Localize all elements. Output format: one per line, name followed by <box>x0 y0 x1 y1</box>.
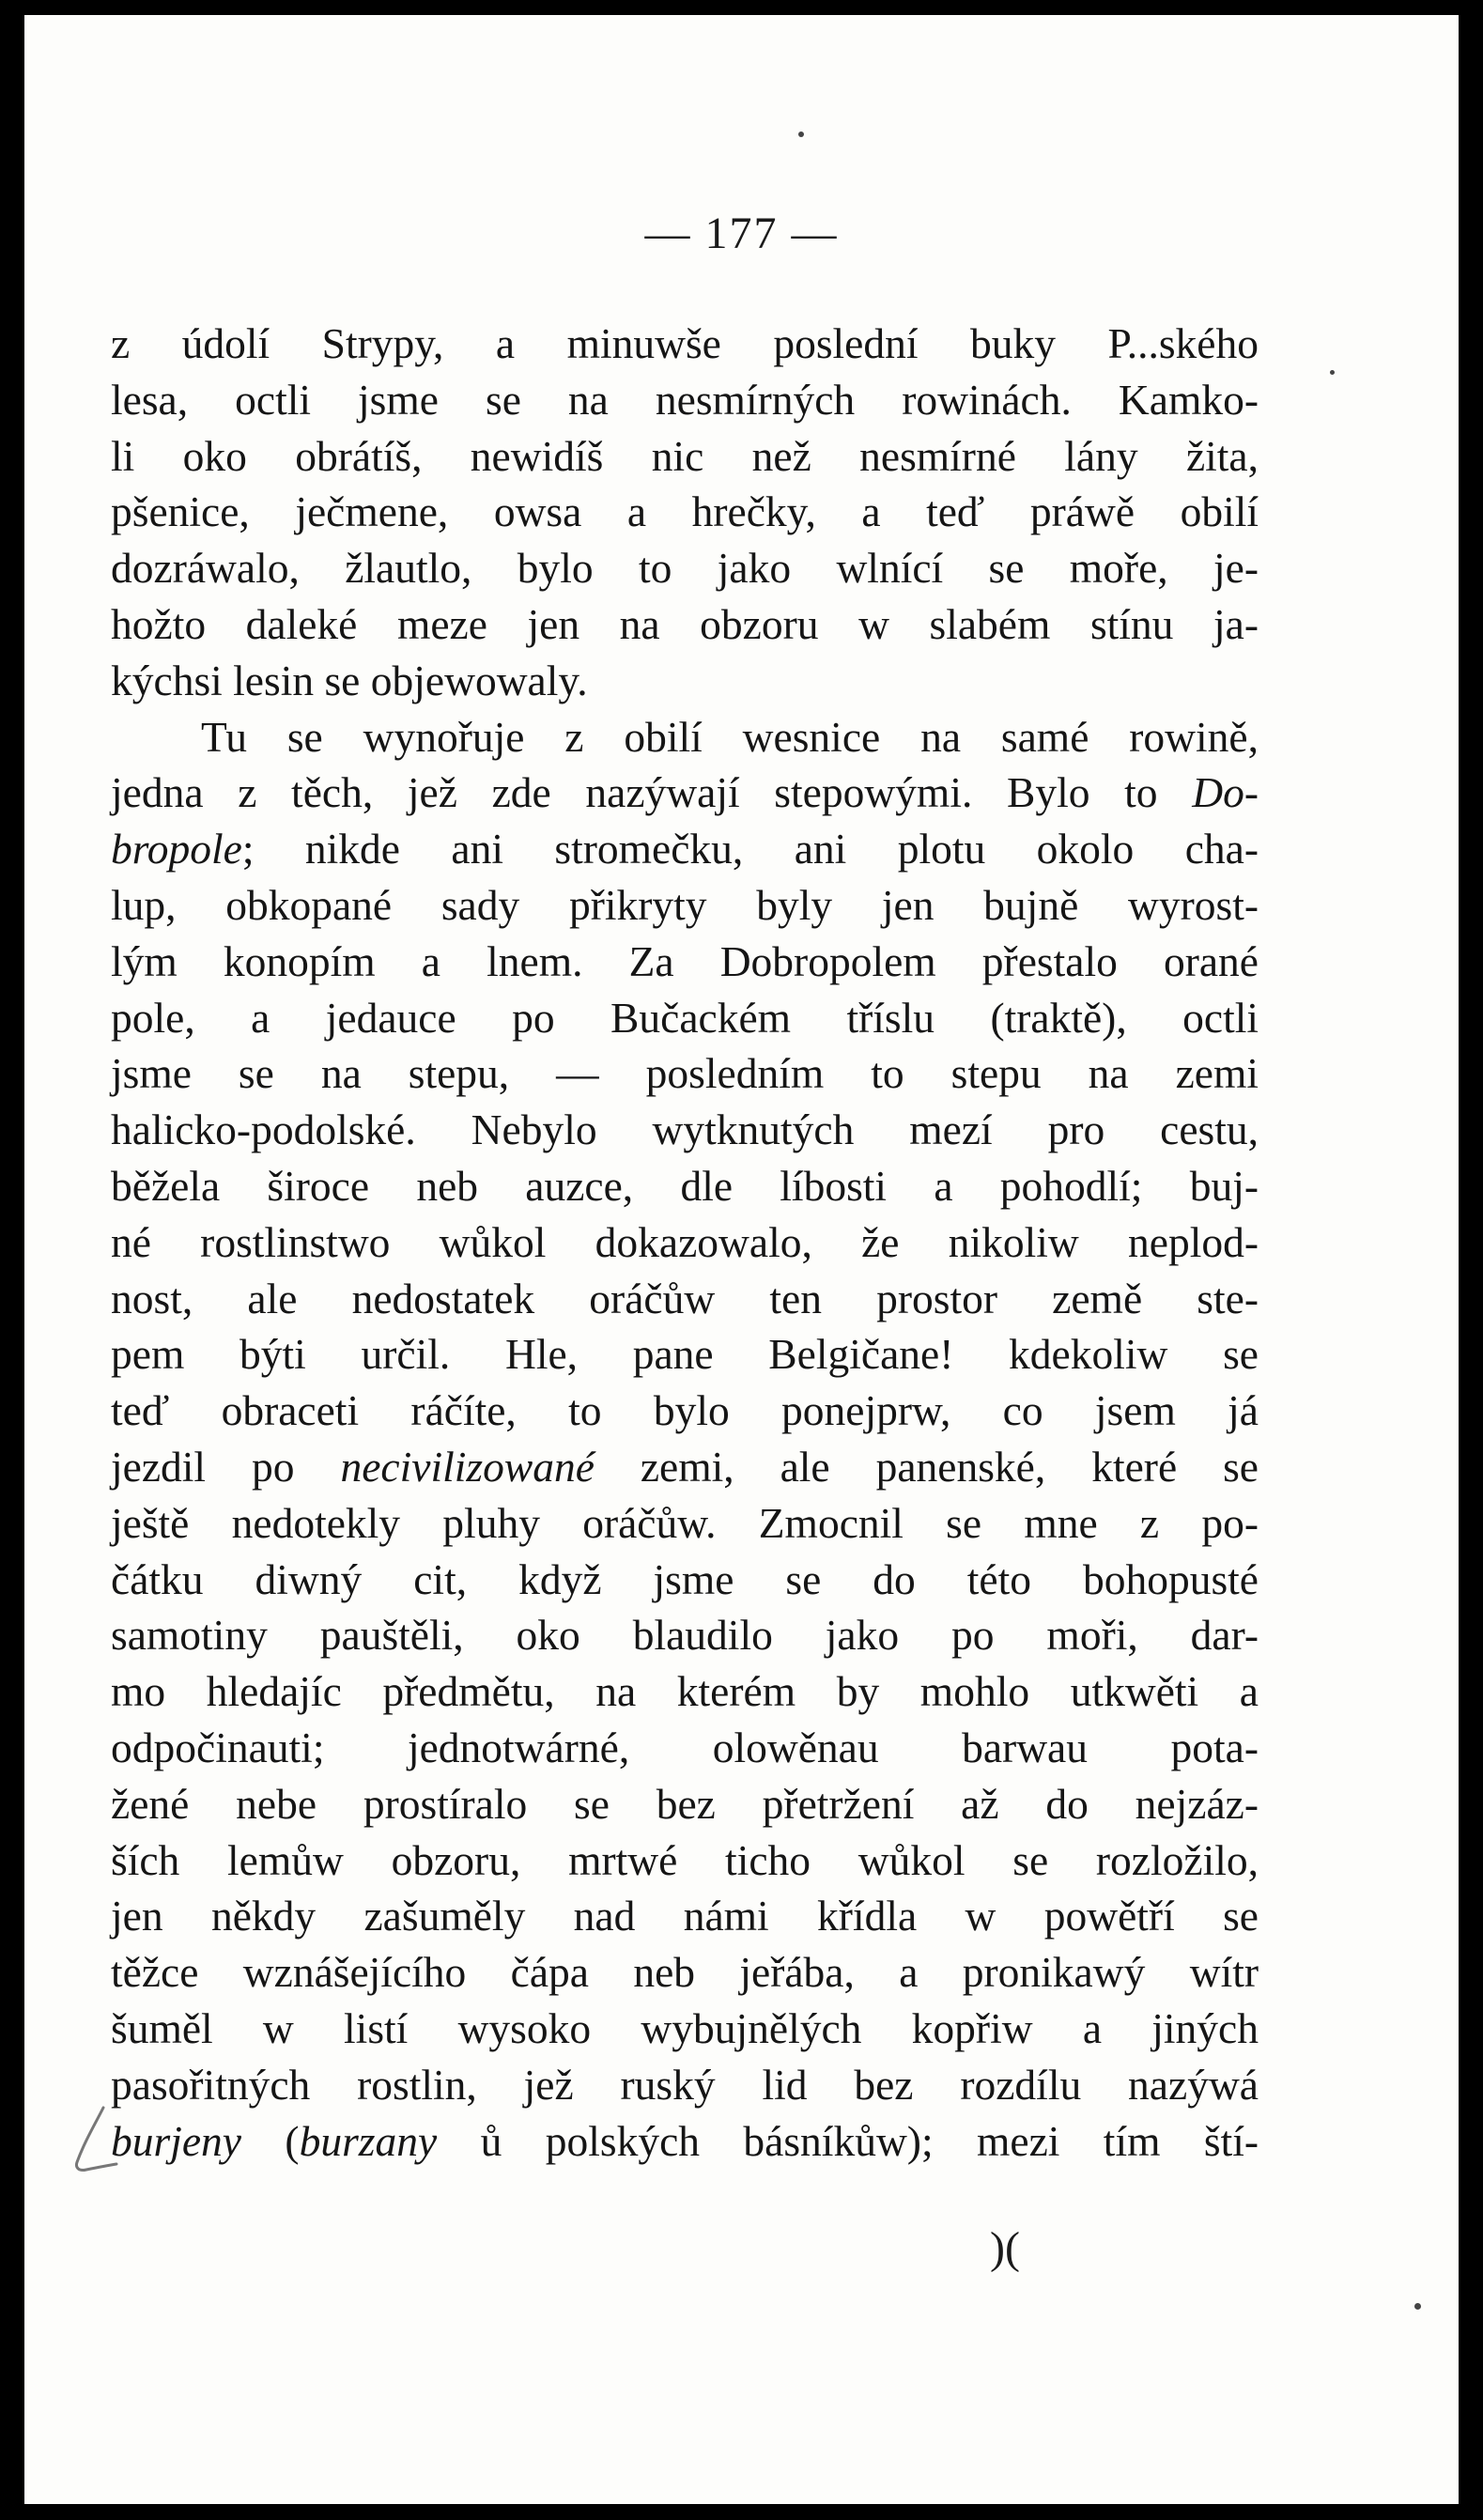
page-number: — 177 — <box>644 209 839 258</box>
italic-word: burzany <box>299 2116 438 2165</box>
text-line: lým konopím a lnem. Za Dobropolem přestalo orané <box>111 936 1259 985</box>
text-line: žené nebe prostíralo se bez přetržení až do nejzáz- <box>111 1779 1259 1828</box>
italic-word: bropole <box>111 825 242 873</box>
text-line: teď obraceti ráčíte, to bylo ponejprw, co jsem já <box>111 1386 1259 1435</box>
text-line: mo hledajíc předmětu, na kterém by mohlo utkwěti a <box>111 1667 1259 1716</box>
text-line: běžela široce neb auzce, dle líbosti a pohodlí; buj- <box>111 1161 1259 1210</box>
text-line: lup, obkopané sady přikryty byly jen bujně wyrost- <box>111 880 1259 929</box>
text-line <box>111 1439 1259 1495</box>
text-segment: jezdil po <box>111 1442 295 1491</box>
pen-mark-icon <box>68 2104 124 2179</box>
text-line: halicko-podolské. Nebylo wytknutých mezí pro cestu, <box>111 1105 1259 1154</box>
body-text <box>111 316 1259 2169</box>
italic-word: burjeny <box>111 2116 241 2165</box>
text-line: těžce wznášejícího čápa neb jeřába, a pronikawý wítr <box>111 1948 1259 1997</box>
text-line: ších lemůw obzoru, mrtwé ticho wůkol se rozložilo, <box>111 1835 1259 1884</box>
text-line: šuměl w listí wysoko wybujnělých kopřiw a jiných <box>111 2003 1259 2052</box>
text-line <box>111 2113 1259 2170</box>
speck-icon <box>1414 2303 1421 2310</box>
text-line: ještě nedotekly pluhy oráčůw. Zmocnil se mne z po- <box>111 1498 1259 1547</box>
text-line <box>111 765 1259 821</box>
text-line: Tu se wynořuje z obilí wesnice na samé rowině, <box>201 712 1259 761</box>
text-line: odpočinauti; jednotwárné, olowěnau barwau pota- <box>111 1723 1259 1771</box>
text-line: li oko obrátíš, newidíš nic než nesmírné lány žita, <box>111 431 1259 480</box>
text-line: pšenice, ječmene, owsa a hrečky, a teď práwě obilí <box>111 487 1259 536</box>
text-line: jen někdy zašuměly nad námi křídla w powětří se <box>111 1892 1259 1940</box>
text-segment: ; nikde ani stromečku, ani plotu okolo cha- <box>241 825 1259 873</box>
text-segment: zemi, ale panenské, které se <box>640 1442 1259 1491</box>
text-line: pem býti určil. Hle, pane Belgičane! kdekoliw se <box>111 1330 1259 1379</box>
text-line: z údolí Strypy, a minuwše poslední buky P...ského <box>111 319 1259 367</box>
text-line: hožto daleké meze jen na obzoru w slabém stínu ja- <box>111 599 1259 648</box>
text-line: pasořitných rostlin, jež ruský lid bez rozdílu nazýwá <box>111 2060 1259 2109</box>
speck-icon <box>1330 370 1335 375</box>
italic-word: necivilizowané <box>340 1442 595 1491</box>
text-line: čátku diwný cit, když jsme se do této bohopusté <box>111 1554 1259 1603</box>
text-line: lesa, octli jsme se na nesmírných rowinách. Kamko- <box>111 375 1259 424</box>
book-page <box>24 15 1459 2504</box>
text-segment: jedna z těch, jež zde nazýwají stepowými. Bylo to <box>111 768 1158 817</box>
text-line: nost, ale nedostatek oráčůw ten prostor země ste- <box>111 1274 1259 1322</box>
text-line <box>111 821 1259 877</box>
text-segment: ů polských básníkůw); mezi tím ští- <box>480 2116 1259 2165</box>
text-line: samotiny pauštěli, oko blaudilo jako po moři, dar- <box>111 1611 1259 1660</box>
speck-icon <box>798 131 804 137</box>
italic-word: Do- <box>1192 768 1259 817</box>
text-line: jsme se na stepu, — posledním to stepu na zemi <box>111 1049 1259 1098</box>
text-line: kýchsi lesin se objewowaly. <box>111 656 588 704</box>
text-segment: ( <box>285 2116 300 2165</box>
text-line: né rostlinstwo wůkol dokazowalo, že nikoliw neplod- <box>111 1217 1259 1266</box>
text-line: pole, a jedauce po Bučackém tříslu (traktě), octli <box>111 993 1259 1042</box>
text-line: dozráwalo, žlautlo, bylo to jako wlnící se moře, je- <box>111 544 1259 593</box>
signature-mark: )( <box>990 2223 1020 2273</box>
